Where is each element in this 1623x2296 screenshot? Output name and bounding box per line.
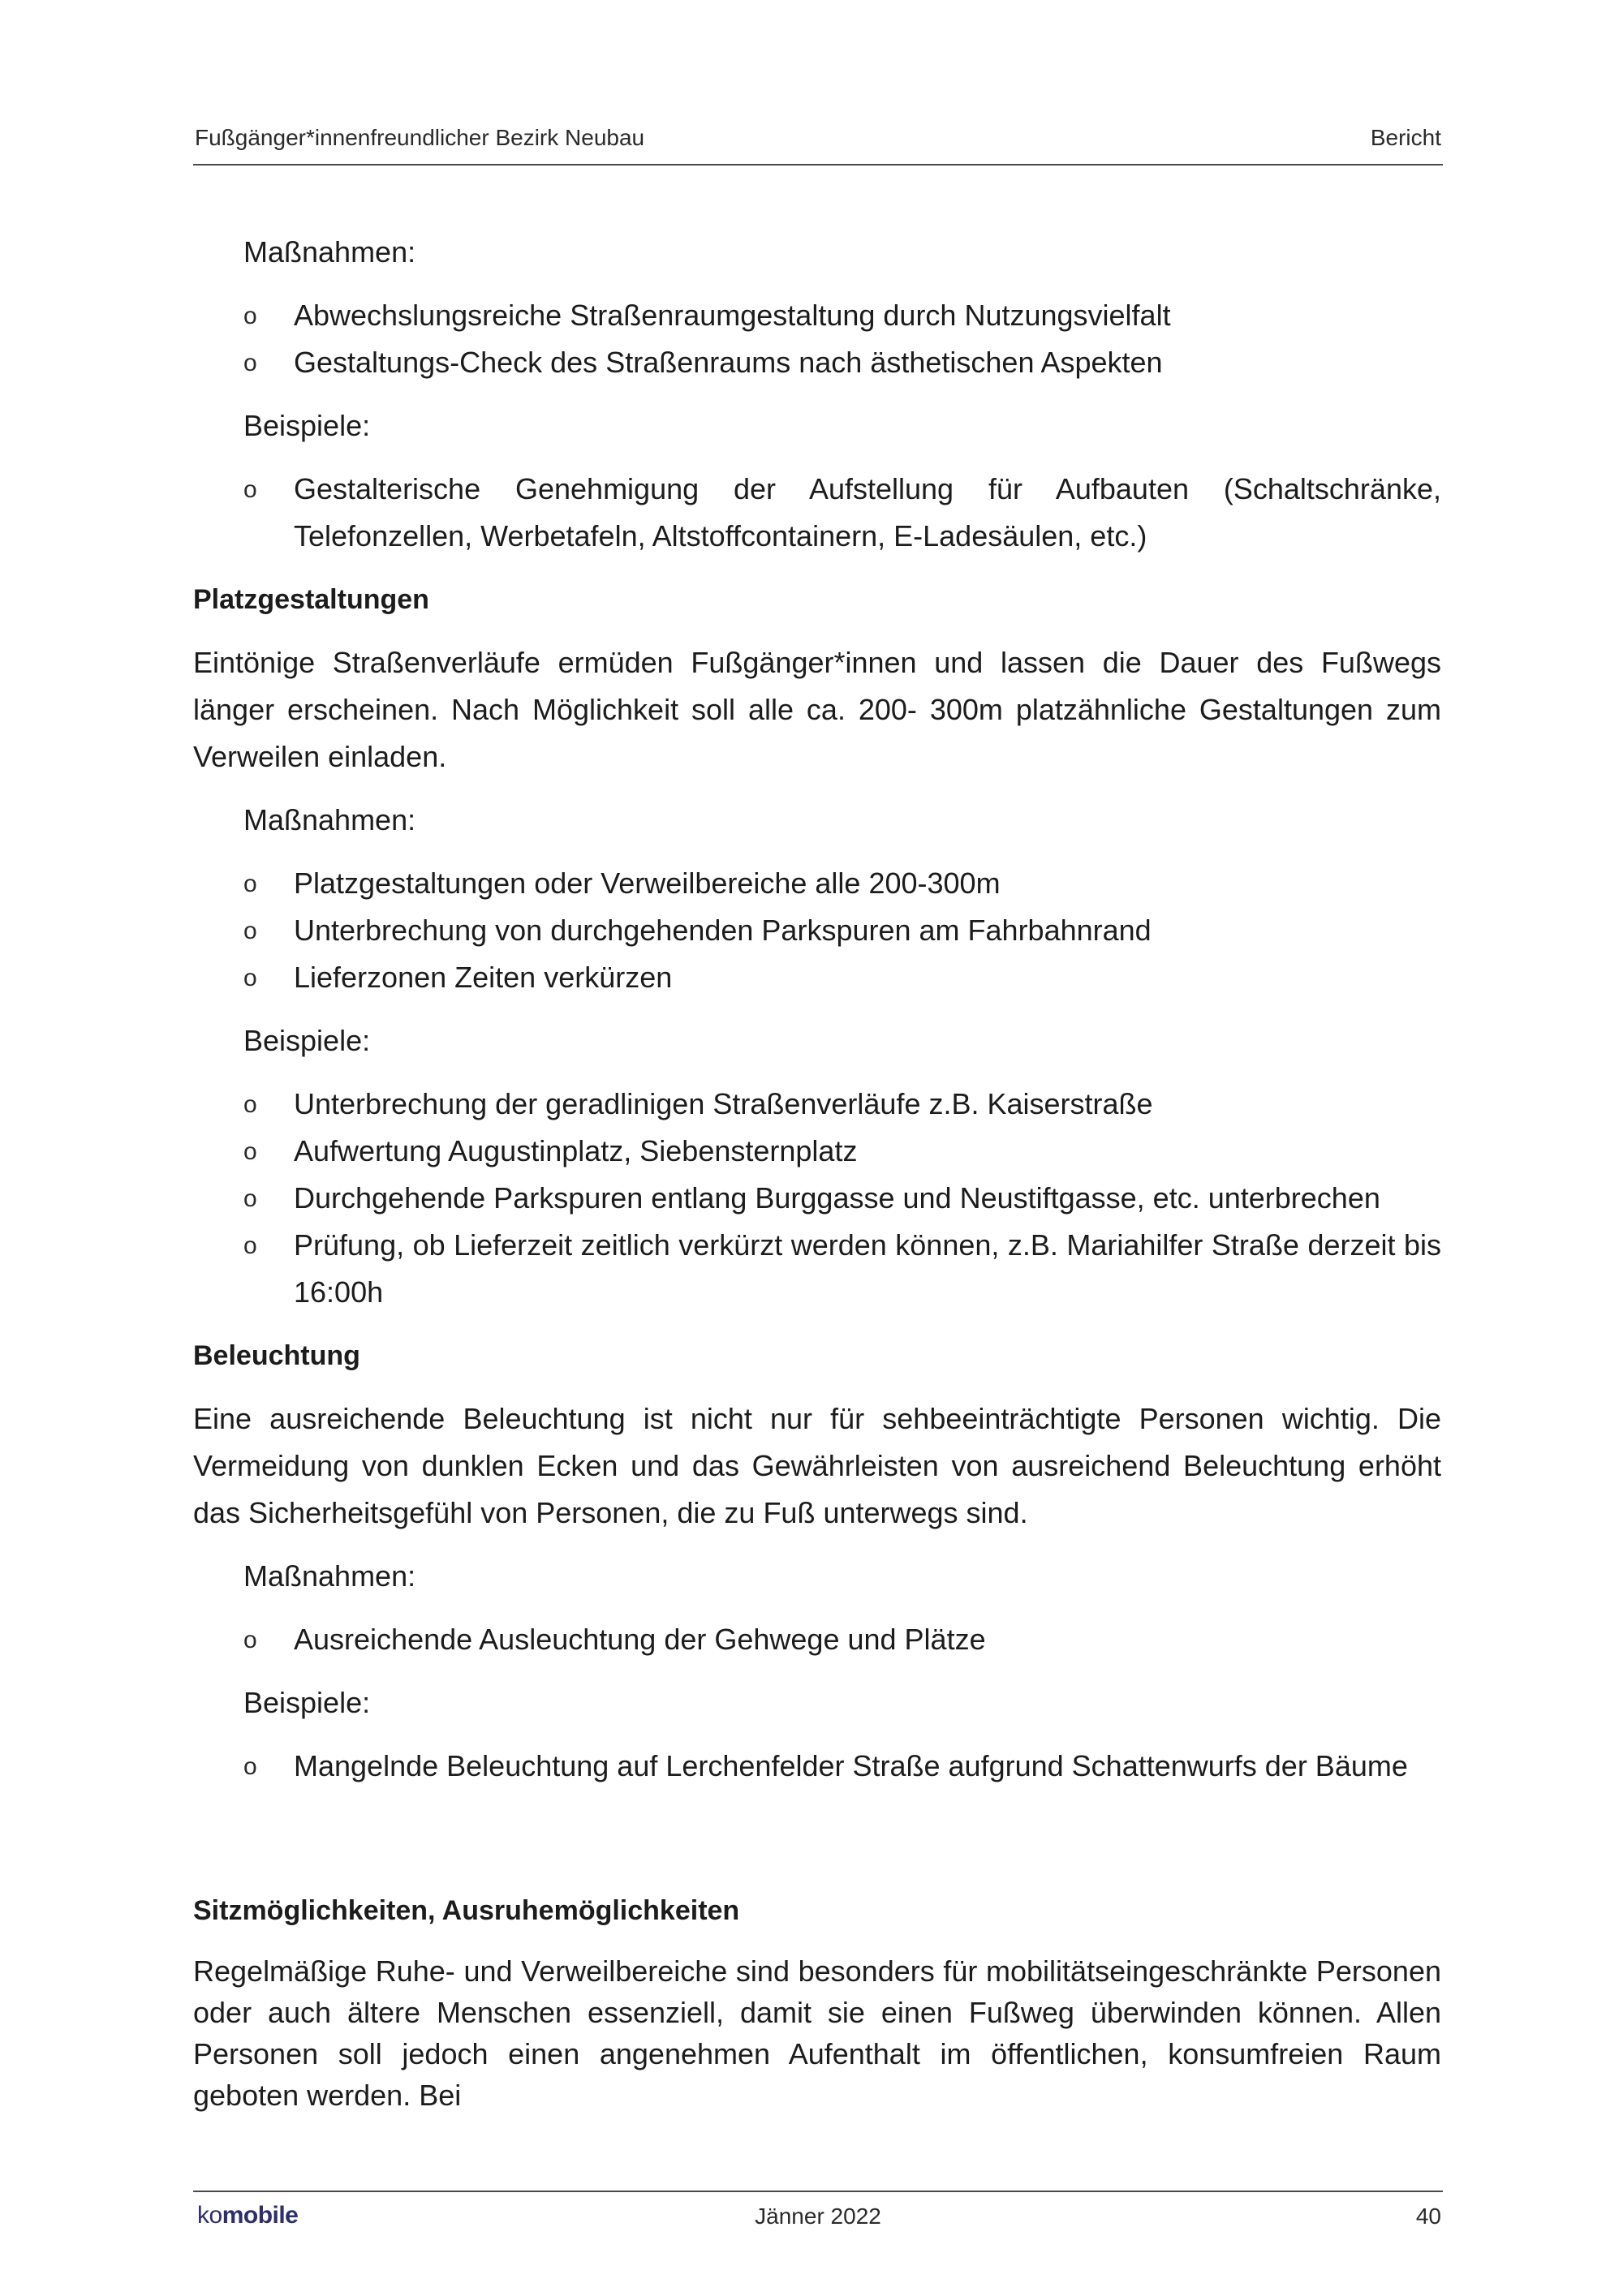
measures-label: Maßnahmen:: [243, 1559, 416, 1593]
section-heading: Platzgestaltungen: [193, 584, 429, 615]
list-item: o Durchgehende Parkspuren entlang Burggasse und Neustiftgasse, etc. unterbrechen: [193, 1175, 1441, 1222]
examples-label: Beispiele:: [243, 409, 371, 442]
bullet-icon: o: [243, 350, 257, 376]
bullet-icon: o: [243, 303, 257, 329]
list-item: o Gestaltungs-Check des Straßenraums nach ästhetischen Aspekten: [193, 339, 1441, 386]
section-heading: Beleuchtung: [193, 1340, 360, 1371]
list-item: o Prüfung, ob Lieferzeit zeitlich verkürzt werden können, z.B. Mariahilfer Straße derzeit bis 16:00h: [193, 1222, 1441, 1316]
bullet-icon: o: [243, 1753, 257, 1780]
examples-list: [193, 1081, 1441, 1316]
spacer: [193, 1806, 1441, 1887]
list-item: o Mangelnde Beleuchtung auf Lerchenfelder Straße aufgrund Schattenwurfs der Bäume: [193, 1743, 1441, 1790]
examples-label: Beispiele:: [243, 1686, 371, 1719]
list-item: o Aufwertung Augustinplatz, Siebensternplatz: [193, 1128, 1441, 1175]
bullet-icon: o: [243, 1185, 257, 1212]
measures-list: [193, 1616, 1441, 1663]
section-paragraph: Regelmäßige Ruhe- und Verweilbereiche sind besonders für mobilitätseingeschränkte Personen oder auch ältere Menschen essenziell, damit sie einen Fußweg überwinden können. Allen Personen soll jedoch einen angenehmen Aufenthalt im öffentlichen, konsumfreien Raum geboten werden. Bei: [193, 1954, 1441, 2112]
list-item: o Unterbrechung von durchgehenden Parkspuren am Fahrbahnrand: [193, 907, 1441, 954]
header-doc-type: Bericht: [1370, 125, 1441, 150]
examples-list: [193, 1743, 1441, 1790]
page-footer: [193, 2191, 1443, 2241]
page-content: [193, 229, 1441, 2132]
list-item: o Platzgestaltungen oder Verweilbereiche alle 200-300m: [193, 860, 1441, 907]
bullet-icon: o: [243, 1091, 257, 1118]
list-item: o Gestalterische Genehmigung der Aufstellung für Aufbauten (Schaltschränke, Telefonzellen, Werbetafeln, Altstoffcontainern, E-Ladesäulen, etc.): [193, 466, 1441, 560]
bullet-icon: o: [243, 1627, 257, 1653]
section-paragraph: Eintönige Straßenverläufe ermüden Fußgänger*innen und lassen die Dauer des Fußwegs länger erscheinen. Nach Möglichkeit soll alle ca. 200- 300m platzähnliche Gestaltungen zum Verweilen einladen.: [193, 646, 1441, 773]
list-item: o Lieferzonen Zeiten verkürzen: [193, 954, 1441, 1001]
page-number: 40: [1415, 2204, 1441, 2229]
examples-label: Beispiele:: [243, 1024, 371, 1057]
measures-list: [193, 292, 1441, 386]
header-title: Fußgänger*innenfreundlicher Bezirk Neubau: [195, 125, 645, 150]
bullet-icon: o: [243, 1232, 257, 1259]
list-item: o Unterbrechung der geradlinigen Straßenverläufe z.B. Kaiserstraße: [193, 1081, 1441, 1128]
bullet-icon: o: [243, 1138, 257, 1165]
list-item: o Abwechslungsreiche Straßenraumgestaltung durch Nutzungsvielfalt: [193, 292, 1441, 339]
page-header: [193, 122, 1443, 166]
measures-label: Maßnahmen:: [243, 803, 416, 836]
measures-list: [193, 860, 1441, 1001]
section-heading: Sitzmöglichkeiten, Ausruhemöglichkeiten: [193, 1895, 740, 1926]
footer-date: Jänner 2022: [755, 2204, 881, 2229]
bullet-icon: o: [243, 871, 257, 897]
bullet-icon: o: [243, 476, 257, 503]
bullet-icon: o: [243, 918, 257, 944]
komobile-logo: komobile: [197, 2202, 299, 2229]
measures-label: Maßnahmen:: [243, 235, 416, 269]
section-paragraph: Eine ausreichende Beleuchtung ist nicht nur für sehbeeinträchtigte Personen wichtig. Die Vermeidung von dunklen Ecken und das Gewährleisten von ausreichend Beleuchtung erhöht das Sicherheitsgefühl von Personen, die zu Fuß unterwegs sind.: [193, 1402, 1441, 1529]
examples-list: [193, 466, 1441, 560]
bullet-icon: o: [243, 965, 257, 991]
list-item: o Ausreichende Ausleuchtung der Gehwege und Plätze: [193, 1616, 1441, 1663]
